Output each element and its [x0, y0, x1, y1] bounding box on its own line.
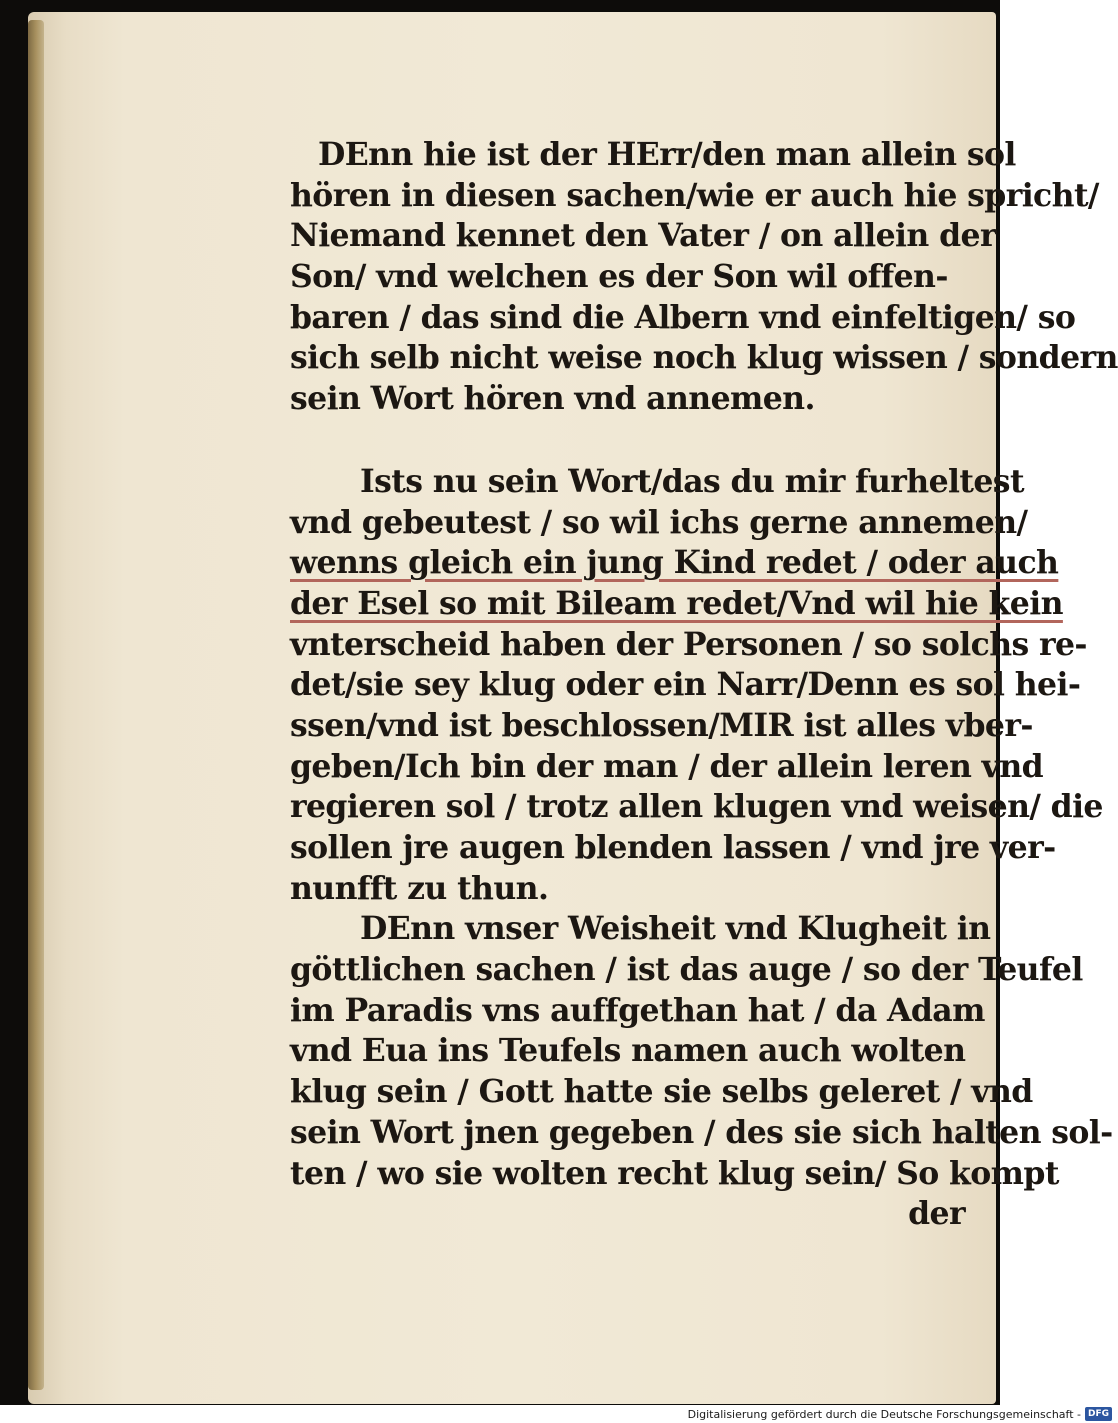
text-line: ten / wo sie wolten recht klug sein/ So kompt: [290, 1154, 1059, 1192]
text-line: im Paradis vns auffgethan hat / da Adam: [290, 991, 985, 1029]
text-line: sein Wort hören vnd annemen.: [290, 380, 815, 418]
digitization-credit: [688, 1406, 1112, 1422]
text-line: baren / das sind die Albern vnd einfeltigen/ so: [290, 298, 1076, 336]
text-line: Ists nu sein Wort/das du mir furheltest: [360, 462, 1024, 500]
text-line: geben/Ich bin der man / der allein leren vnd: [290, 747, 1044, 785]
underlined-text-line: wenns gleich ein jung Kind redet / oder auch: [290, 544, 1059, 582]
text-line: sollen jre augen blenden lassen / vnd jre ver-: [290, 829, 1056, 866]
text-line: vnterscheid haben der Personen / so solchs re-: [290, 625, 1087, 663]
text-line: hören in diesen sachen/wie er auch hie spricht/: [290, 176, 1099, 214]
text-line: sich selb nicht weise noch klug wissen / sondern: [290, 339, 1118, 377]
text-line: vnd Eua ins Teufels namen auch wolten: [290, 1032, 966, 1070]
text-line: vnd gebeutest / so wil ichs gerne annemen/: [290, 503, 1028, 541]
text-line: regieren sol / trotz allen klugen vnd weisen/ die: [290, 788, 1103, 826]
text-line: klug sein / Gott hatte sie selbs geleret / vnd: [290, 1073, 1033, 1111]
dfg-logo-icon: DFG: [1085, 1407, 1112, 1421]
text-line: DEnn vnser Weisheit vnd Klugheit in: [360, 910, 991, 948]
text-line: Son/ vnd welchen es der Son wil offen-: [290, 258, 948, 296]
underlined-text-line: der Esel so mit Bileam redet/Vnd wil hie kein: [290, 584, 1063, 622]
text-line: ssen/vnd ist beschlossen/MIR ist alles vber-: [290, 706, 1033, 744]
credit-text: Digitalisierung gefördert durch die Deutsche Forschungsgemeinschaft -: [687, 1407, 1081, 1421]
text-line: sein Wort jnen gegeben / des sie sich halten sol-: [290, 1113, 1113, 1151]
text-line: göttlichen sachen / ist das auge / so der Teufel: [290, 951, 1083, 989]
page-text-block: [290, 135, 1118, 1235]
text-line: Niemand kennet den Vater / on allein der: [290, 217, 996, 255]
text-line: DEnn hie ist der HErr/den man allein sol: [318, 136, 1016, 173]
text-line: nunfft zu thun.: [290, 869, 549, 907]
book-binding-edge: [28, 20, 44, 1390]
catchword: der: [908, 1195, 965, 1233]
paragraph-gap: [290, 420, 965, 462]
text-line: det/sie sey klug oder ein Narr/Denn es sol hei-: [290, 666, 1081, 704]
